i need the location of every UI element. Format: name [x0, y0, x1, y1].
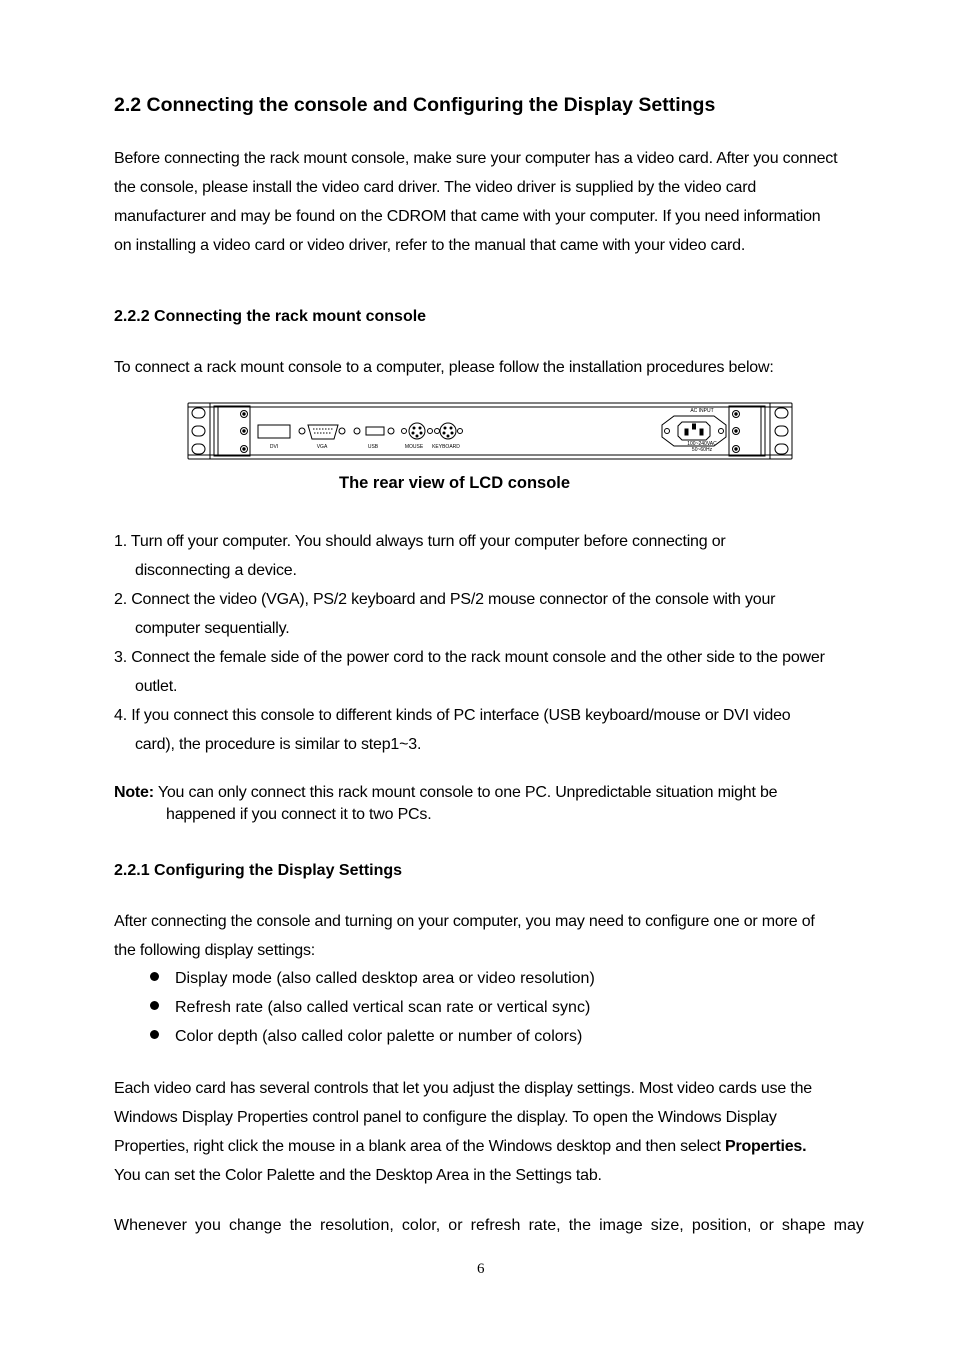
display-intro-line-2: the following display settings: — [114, 942, 316, 959]
step-1-line-1: 1. Turn off your computer. You should always turn off your computer before connecting or — [114, 533, 726, 550]
justified-word: the — [568, 1217, 591, 1234]
mouse-port-icon — [402, 423, 433, 439]
port-label-mouse: MOUSE — [404, 444, 424, 450]
justified-word: size, — [650, 1217, 684, 1234]
justified-word: you — [195, 1217, 221, 1234]
justified-line — [114, 1217, 864, 1235]
intro-line: Before connecting the rack mount console, make sure your computer has a video card. After you connect — [114, 150, 838, 167]
intro-line: on installing a video card or video driver, refer to the manual that came with your video card. — [114, 237, 746, 254]
para2-line-4: You can set the Color Palette and the Desktop Area in the Settings tab. — [114, 1167, 602, 1184]
usb-port-icon — [354, 427, 394, 435]
justified-word: rate, — [528, 1217, 561, 1234]
rear-panel-figure — [186, 402, 796, 462]
step-4-line-1: 4. If you connect this console to different kinds of PC interface (USB keyboard/mouse or DVI video — [114, 707, 791, 724]
step-2-line-2: computer sequentially. — [135, 620, 290, 637]
justified-word: resolution, — [319, 1217, 394, 1234]
properties-keyword: Properties. — [724, 1138, 807, 1155]
justified-word: image — [599, 1217, 643, 1234]
port-labels — [270, 444, 460, 450]
port-label-vga: VGA — [316, 444, 328, 450]
para2-line-2: Windows Display Properties control panel to configure the display. To open the Windows Display — [114, 1109, 777, 1126]
port-label-usb: USB — [367, 444, 379, 450]
intro-line: the console, please install the video card driver. The video driver is supplied by the video card — [114, 179, 757, 196]
note-label: Note: — [114, 784, 154, 801]
bullet-item-display-mode: Display mode (also called desktop area or video resolution) — [150, 970, 595, 988]
bullet-icon — [150, 1001, 159, 1010]
keyboard-port-icon — [435, 423, 463, 439]
dvi-port-icon — [258, 425, 290, 438]
justified-word: or — [448, 1217, 463, 1234]
power-spec-voltage: 100~240VAC — [687, 441, 717, 447]
note-block — [114, 784, 777, 826]
page-number: 6 — [477, 1261, 485, 1277]
subsection-heading-connecting: 2.2.2 Connecting the rack mount console — [114, 308, 427, 325]
connecting-intro: To connect a rack mount console to a computer, please follow the installation procedures below: — [114, 359, 774, 376]
justified-word: the — [289, 1217, 312, 1234]
justified-word: refresh — [470, 1217, 521, 1234]
section-heading: 2.2 Connecting the console and Configuring the Display Settings — [114, 94, 716, 116]
bullet-icon — [150, 972, 159, 981]
justified-word: color, — [401, 1217, 441, 1234]
bullet-item-refresh-rate: Refresh rate (also called vertical scan rate or vertical sync) — [150, 999, 590, 1017]
figure-caption: The rear view of LCD console — [339, 474, 571, 492]
last-paragraph-line — [114, 1217, 864, 1235]
justified-word: position, — [691, 1217, 752, 1234]
step-2-line-1: 2. Connect the video (VGA), PS/2 keyboard and PS/2 mouse connector of the console with your — [114, 591, 776, 608]
justified-word: shape — [781, 1217, 826, 1234]
display-intro — [114, 907, 874, 965]
step-1-line-2: disconnecting a device. — [135, 562, 297, 579]
port-label-keyboard: KEYBOARD — [432, 444, 460, 450]
intro-paragraph — [114, 144, 874, 260]
bullet-item-color-depth: Color depth (also called color palette or number of colors) — [150, 1028, 582, 1046]
justified-word: may — [833, 1217, 864, 1234]
vga-port-icon — [299, 425, 345, 439]
step-3-line-2: outlet. — [135, 678, 178, 695]
steps-list — [114, 527, 825, 759]
note-line-2: happened if you connect it to two PCs. — [166, 806, 432, 823]
justified-word: Whenever — [114, 1217, 187, 1234]
bullet-icon — [150, 1030, 159, 1039]
port-label-dvi: DVI — [269, 444, 279, 450]
step-4-line-2: card), the procedure is similar to step1~3. — [135, 736, 422, 753]
power-spec-frequency: 50~60Hz — [691, 447, 713, 453]
subsection-heading-display: 2.2.1 Configuring the Display Settings — [114, 862, 403, 879]
para2-line-3: Properties, right click the mouse in a blank area of the Windows desktop and then select Properties. — [114, 1138, 807, 1155]
display-intro-line-1: After connecting the console and turning on your computer, you may need to configure one or more of — [114, 913, 815, 930]
step-3-line-1: 3. Connect the female side of the power cord to the rack mount console and the other side to the power — [114, 649, 825, 666]
justified-word: or — [759, 1217, 774, 1234]
intro-line: manufacturer and may be found on the CDROM that came with your computer. If you need information — [114, 208, 821, 225]
justified-word: change — [228, 1217, 282, 1234]
display-properties-paragraph — [114, 1074, 874, 1190]
note-line-1: You can only connect this rack mount console to one PC. Unpredictable situation might be — [157, 784, 778, 801]
para2-line-1: Each video card has several controls that let you adjust the display settings. Most video cards use the — [114, 1080, 813, 1097]
ac-input-label: AC INPUT — [690, 408, 714, 414]
